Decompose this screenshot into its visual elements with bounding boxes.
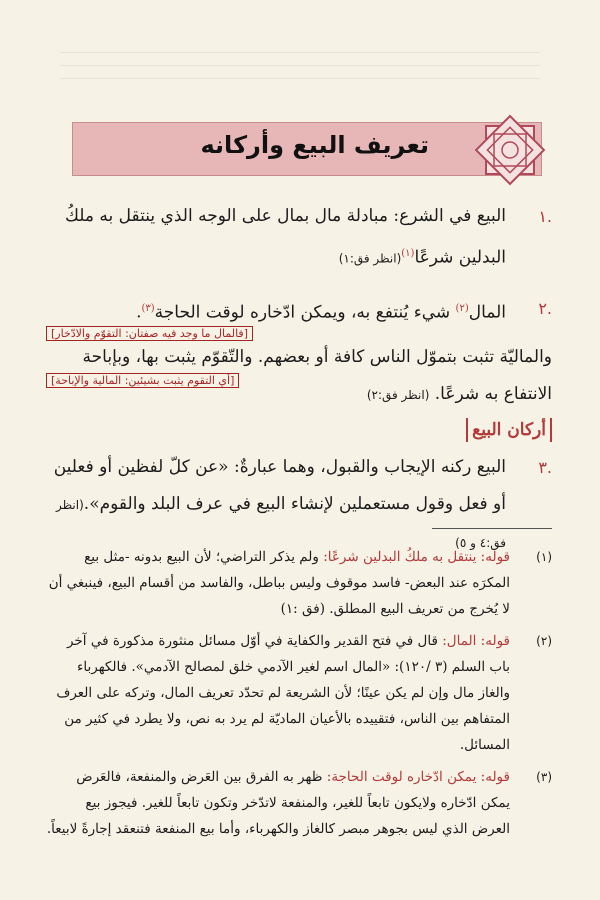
- footnote-number: (١): [536, 550, 552, 564]
- ornament-icon: [472, 112, 548, 188]
- term-text: المال: [468, 302, 506, 323]
- paragraph-text: شيء يُنتفع به، ويمكن ادّخاره لوقت الحاجة: [154, 302, 456, 323]
- paragraph-1: [46, 198, 552, 278]
- section-heading: [46, 412, 552, 449]
- footnote-text: ظهر به الفرق بين العَرض والمنفعة، فالعَرض يمكن ادّخاره ولايكون تابعاً للغير، والمنفعة لاتدّخر وتكون تابعاً للغير. فيجوز بيع العرض الذي ليس بجوهر مبصر كالغاز والكهرباء، وأما بيع المنفعة فتنعقد إجارةً لابيعاً.: [46, 769, 510, 837]
- footnote-text: ولم يذكر التراضي؛ لأن البيع بدونه -مثل بيع المكرَه عند البعض- فاسد موقوف وليس بباطل، والفاسد من أقسام البيع، فينبغي أن لا يُخرج من تعريف البيع المطلق.: [48, 549, 510, 617]
- cross-reference: (انظر فق:٢): [366, 388, 430, 403]
- footnote-number: (٣): [536, 770, 552, 784]
- paragraph-2: [46, 290, 552, 332]
- footnote-ref[interactable]: (١): [401, 248, 415, 259]
- page-title: تعريف البيع وأركانه: [200, 131, 429, 159]
- margin-note-text: [أي التقوم يثبت بشيئين: المالية والإباحة]: [46, 373, 239, 388]
- footnote-ref[interactable]: (٣): [141, 302, 155, 314]
- footnote-label: قوله: المال:: [442, 633, 510, 649]
- margin-note-text: [فالمال ما وجد فيه صفتان: التقوّم والادّخار]: [46, 326, 253, 341]
- footnote-divider: [432, 528, 552, 529]
- punctuation: .: [136, 302, 142, 323]
- footnote-2: [46, 628, 552, 758]
- section-label: أركان البيع: [466, 418, 552, 442]
- paragraph-text: والماليّة تثبت بتموّل الناس كافة أو بعضهم. والتّقوّم يثبت بها، وبإباحة الانتفاع به شرعًا.: [82, 347, 552, 405]
- paragraph-text: البيع ركنه الإيجاب والقبول، وهما عبارةٌ: «عن كلّ لفظين أو فعلين أو فعل وقول مستعملين لإنشاء البيع في عرف البلد والقوم».: [53, 457, 506, 515]
- cross-reference: (فق :١): [280, 601, 325, 617]
- footnote-ref[interactable]: (٢): [455, 302, 469, 314]
- bleed-through-text: [60, 40, 540, 100]
- cross-reference: (انظر فق:٤ و ٥): [55, 498, 506, 551]
- footnote-number: (٢): [536, 634, 552, 648]
- main-text: [46, 198, 552, 562]
- paragraph-number: .٣: [538, 458, 552, 478]
- paragraph-number: .١: [538, 207, 552, 226]
- footnotes: [46, 544, 552, 848]
- footnote-text: قال في فتح القدير والكفاية في أوّل مسائل منثورة مذكورة في آخر باب السلم (٣ /١٢٠): «المال اسم لغير الآدمي خلق لمصالح الآدمي». فالكهرباء والغاز مال وإن لم يكن عينًا؛ لأن الشريعة لم تحدّد تعريف المال، وتركه على العرف المتفاهم بين الناس، فتقييده بالأعيان الماديّة لم يرد به نص، ولا يطرد في كثير من المسائل.: [56, 633, 510, 753]
- cross-reference: (انظر فق:١): [338, 251, 402, 266]
- footnote-1: [46, 544, 552, 622]
- paragraph-number: .٢: [538, 298, 552, 318]
- paragraph-text: البيع في الشرع: مبادلة مال بمال على الوجه الذي ينتقل به ملكُ البدلين شرعًا: [64, 206, 506, 268]
- footnote-label: قوله: ينتقل به ملكُ البدلين شرعًا:: [323, 549, 510, 565]
- footnote-label: قوله: يمكن ادّخاره لوقت الحاجة:: [326, 769, 510, 785]
- footnote-3: [46, 764, 552, 842]
